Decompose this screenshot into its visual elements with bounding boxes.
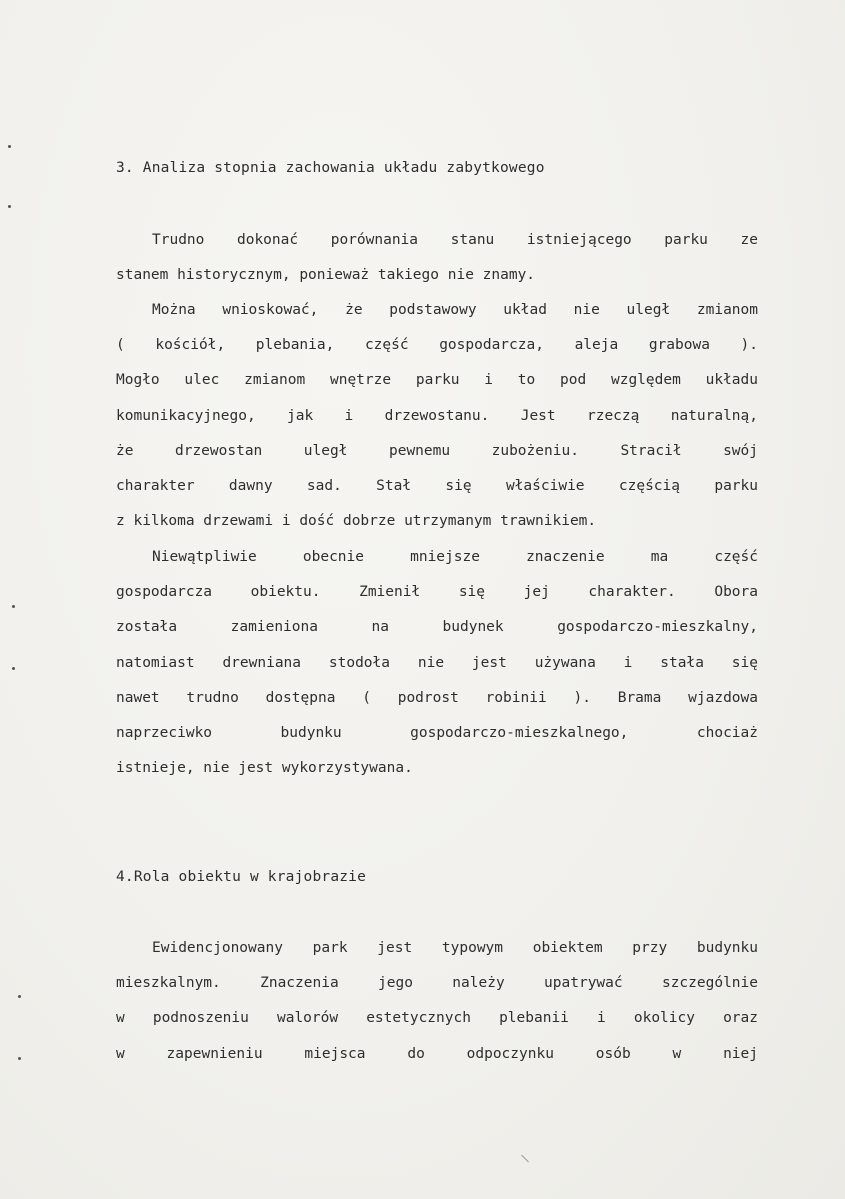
scan-mark: [8, 205, 11, 208]
section-4-paragraph-1: [116, 938, 758, 1079]
scan-mark: [12, 667, 15, 670]
text-line: mieszkalnym. Znaczenia jego należy upatrywać szczególnie: [116, 975, 758, 992]
text-line: istnieje, nie jest wykorzystywana.: [116, 760, 413, 777]
text-line: w podnoszeniu walorów estetycznych plebanii i okolicy oraz: [116, 1010, 758, 1027]
text-line: natomiast drewniana stodoła nie jest używana i stała się: [116, 654, 758, 671]
text-line: że drzewostan uległ pewnemu zubożeniu. Stracił swój: [116, 442, 758, 459]
text-line: Niewątpliwie obecnie mniejsze znaczenie ma część: [152, 549, 758, 565]
text-line: Trudno dokonać porównania stanu istniejącego parku ze: [152, 232, 758, 248]
text-line: Mogło ulec zmianom wnętrze parku i to pod względem układu: [116, 372, 758, 389]
section-3-paragraph-2: [116, 300, 758, 546]
text-line: Ewidencjonowany park jest typowym obiektem przy budynku: [152, 940, 758, 956]
text-line: komunikacyjnego, jak i drzewostanu. Jest rzeczą naturalną,: [116, 407, 758, 424]
text-line: z kilkoma drzewami i dość dobrze utrzymanym trawnikiem.: [116, 513, 597, 530]
text-line: Można wnioskować, że podstawowy układ nie uległ zmianom: [152, 302, 758, 318]
text-line: ( kościół, plebania, część gospodarcza, aleja grabowa ).: [116, 337, 758, 354]
section-3-heading: 3. Analiza stopnia zachowania układu zabytkowego: [116, 160, 545, 176]
scan-mark: [18, 1057, 21, 1060]
text-line: stanem historycznym, ponieważ takiego nie znamy.: [116, 267, 536, 284]
text-line: charakter dawny sad. Stał się właściwie częścią parku: [116, 477, 758, 494]
text-line: została zamieniona na budynek gospodarczo-mieszkalny,: [116, 619, 758, 636]
scan-mark: [18, 995, 21, 998]
scan-mark: [521, 1155, 529, 1163]
text-line: nawet trudno dostępna ( podrost robinii ). Brama wjazdowa: [116, 689, 758, 706]
scan-mark: [8, 145, 11, 148]
section-3-paragraph-1: [116, 230, 758, 300]
text-line: gospodarcza obiektu. Zmienił się jej charakter. Obora: [116, 584, 758, 601]
section-3-paragraph-3: [116, 547, 758, 793]
text-line: naprzeciwko budynku gospodarczo-mieszkalnego, chociaż: [116, 724, 758, 741]
text-line: w zapewnieniu miejsca do odpoczynku osób w niej: [116, 1045, 758, 1062]
scan-mark: [12, 605, 15, 608]
section-4-heading: 4.Rola obiektu w krajobrazie: [116, 869, 367, 885]
